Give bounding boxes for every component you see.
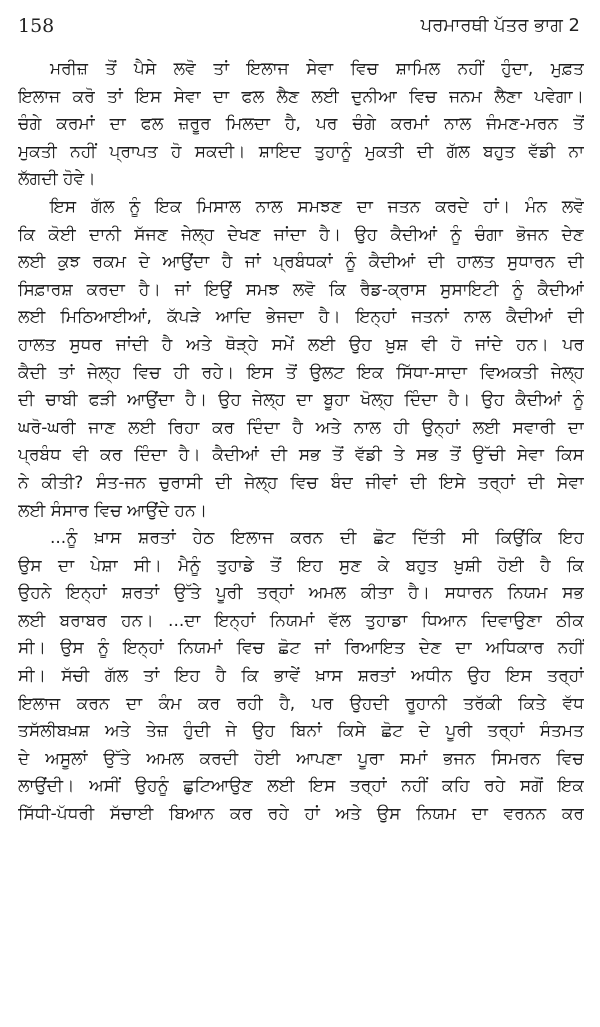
text-line: ਮੁਕਤੀ ਨਹੀਂ ਪ੍ਰਾਪਤ ਹੋ ਸਕਦੀ। ਸ਼ਾਇਦ ਤੁਹਾਨੂੰ ਮੁਕਤੀ ਦੀ ਗੱਲ ਬਹੁਤ ਵੱਡੀ ਨਾ: [18, 141, 584, 162]
text-line: ਸੀ। ਸੱਚੀ ਗੱਲ ਤਾਂ ਇਹ ਹੈ ਕਿ ਭਾਵੇਂ ਖ਼ਾਸ ਸ਼ਰਤਾਂ ਅਧੀਨ ਉਹ ਇਸ ਤਰ੍ਹਾਂ: [18, 666, 584, 687]
text-line: ਲਾਉਂਦੀ। ਅਸੀਂ ਉਹਨੂੰ ਛੁਟਿਆਉਣ ਲਈ ਇਸ ਤਰ੍ਹਾਂ ਨਹੀਂ ਕਹਿ ਰਹੇ ਸਗੋਂ ਇਕ: [18, 776, 584, 797]
page-header: [18, 12, 580, 42]
page-number: 158: [18, 15, 55, 37]
text-line: ਸੀ। ਉਸ ਨੂੰ ਇਨ੍ਹਾਂ ਨਿਯਮਾਂ ਵਿਚ ਛੋਟ ਜਾਂ ਰਿਆਇਤ ਦੇਣ ਦਾ ਅਧਿਕਾਰ ਨਹੀਂ: [18, 638, 584, 659]
text-line: ਕਿ ਕੋਈ ਦਾਨੀ ਸੱਜਣ ਜੇਲ੍ਹ ਦੇਖਣ ਜਾਂਦਾ ਹੈ। ਉਹ ਕੈਦੀਆਂ ਨੂੰ ਚੰਗਾ ਭੋਜਨ ਦੇਣ: [18, 224, 584, 245]
text-line: ਨੇ ਕੀਤੀ? ਸੰਤ-ਜਨ ਚੁਰਾਸੀ ਦੀ ਜੇਲ੍ਹ ਵਿਚ ਬੰਦ ਜੀਵਾਂ ਦੀ ਇਸੇ ਤਰ੍ਹਾਂ ਦੀ ਸੇਵਾ: [18, 472, 584, 493]
text-line: ਦੀ ਚਾਬੀ ਫੜੀ ਆਉਂਦਾ ਹੈ। ਉਹ ਜੇਲ੍ਹ ਦਾ ਬੂਹਾ ਖੋਲ੍ਹ ਦਿੰਦਾ ਹੈ। ਉਹ ਕੈਦੀਆਂ ਨੂੰ: [18, 390, 584, 411]
text-line: ਇਸ ਗੱਲ ਨੂੰ ਇਕ ਮਿਸਾਲ ਨਾਲ ਸਮਝਣ ਦਾ ਜਤਨ ਕਰਦੇ ਹਾਂ। ਮੰਨ ਲਵੋ: [50, 196, 584, 217]
text-line: ਦੇ ਅਸੂਲਾਂ ਉੱਤੇ ਅਮਲ ਕਰਦੀ ਹੋਈ ਆਪਣਾ ਪੂਰਾ ਸਮਾਂ ਭਜਨ ਸਿਮਰਨ ਵਿਚ: [18, 748, 584, 769]
text-line: ਮਰੀਜ਼ ਤੋਂ ਪੈਸੇ ਲਵੋ ਤਾਂ ਇਲਾਜ ਸੇਵਾ ਵਿਚ ਸ਼ਾਮਿਲ ਨਹੀਂ ਹੁੰਦਾ, ਮੁਫ਼ਤ: [50, 59, 584, 79]
text-line: ਉਹਨੇ ਇਨ੍ਹਾਂ ਸ਼ਰਤਾਂ ਉੱਤੇ ਪੂਰੀ ਤਰ੍ਹਾਂ ਅਮਲ ਕੀਤਾ ਹੈ। ਸਧਾਰਨ ਨਿਯਮ ਸਭ: [18, 583, 584, 604]
running-title: ਪਰਮਾਰਥੀ ਪੱਤਰ ਭਾਗ 2: [420, 15, 580, 36]
text-line: ਤਸੱਲੀਬਖ਼ਸ਼ ਅਤੇ ਤੇਜ਼ ਹੁੰਦੀ ਜੇ ਉਹ ਬਿਨਾਂ ਕਿਸੇ ਛੋਟ ਦੇ ਪੂਰੀ ਤਰ੍ਹਾਂ ਸੰਤਮਤ: [18, 721, 584, 742]
text-line: ਲਈ ਕੁਝ ਰਕਮ ਦੇ ਆਉਂਦਾ ਹੈ ਜਾਂ ਪ੍ਰਬੰਧਕਾਂ ਨੂੰ ਕੈਦੀਆਂ ਦੀ ਹਾਲਤ ਸੁਧਾਰਨ ਦੀ: [18, 252, 584, 273]
text-line: ਸਿੱਧੀ-ਪੱਧਰੀ ਸੱਚਾਈ ਬਿਆਨ ਕਰ ਰਹੇ ਹਾਂ ਅਤੇ ਉਸ ਨਿਯਮ ਦਾ ਵਰਨਨ ਕਰ: [18, 804, 584, 825]
paragraph-3: [18, 525, 584, 829]
text-line: ਪ੍ਰਬੰਧ ਵੀ ਕਰ ਦਿੰਦਾ ਹੈ। ਕੈਦੀਆਂ ਦੀ ਸਭ ਤੋਂ ਵੱਡੀ ਤੇ ਸਭ ਤੋਂ ਉੱਚੀ ਸੇਵਾ ਕਿਸ: [18, 445, 584, 466]
text-line: ਲਈ ਮਿਠਿਆਈਆਂ, ਕੱਪੜੇ ਆਦਿ ਭੇਜਦਾ ਹੈ। ਇਨ੍ਹਾਂ ਜਤਨਾਂ ਨਾਲ ਕੈਦੀਆਂ ਦੀ: [18, 307, 584, 328]
text-line: ਲਈ ਸੰਸਾਰ ਵਿਚ ਆਉਂਦੇ ਹਨ।: [18, 500, 208, 521]
text-line: ਚੰਗੇ ਕਰਮਾਂ ਦਾ ਫਲ ਜ਼ਰੂਰ ਮਿਲਦਾ ਹੈ, ਪਰ ਚੰਗੇ ਕਰਮਾਂ ਨਾਲ ਜੰਮਣ-ਮਰਨ ਤੋਂ: [18, 114, 584, 135]
text-line: ...ਨੂੰ ਖ਼ਾਸ ਸ਼ਰਤਾਂ ਹੇਠ ਇਲਾਜ ਕਰਨ ਦੀ ਛੋਟ ਦਿੱਤੀ ਸੀ ਕਿਉਂਕਿ ਇਹ: [50, 528, 584, 549]
text-line: ਇਲਾਜ ਕਰੋ ਤਾਂ ਇਸ ਸੇਵਾ ਦਾ ਫਲ ਲੈਣ ਲਈ ਦੁਨੀਆ ਵਿਚ ਜਨਮ ਲੈਣਾ ਪਵੇਗਾ।: [18, 86, 584, 107]
paragraph-2: [18, 194, 584, 525]
paragraph-1: [18, 56, 584, 194]
text-line: ਲਈ ਬਰਾਬਰ ਹਨ। ...ਦਾ ਇਨ੍ਹਾਂ ਨਿਯਮਾਂ ਵੱਲ ਤੁਹਾਡਾ ਧਿਆਨ ਦਿਵਾਉਣਾ ਠੀਕ: [18, 610, 584, 631]
text-line: ਹਾਲਤ ਸੁਧਰ ਜਾਂਦੀ ਹੈ ਅਤੇ ਥੋੜ੍ਹੇ ਸਮੇਂ ਲਈ ਉਹ ਖ਼ੁਸ਼ ਵੀ ਹੋ ਜਾਂਦੇ ਹਨ। ਪਰ: [18, 334, 584, 355]
text-line: ਇਲਾਜ ਕਰਨ ਦਾ ਕੰਮ ਕਰ ਰਹੀ ਹੈ, ਪਰ ਉਹਦੀ ਰੂਹਾਨੀ ਤਰੱਕੀ ਕਿਤੇ ਵੱਧ: [18, 693, 584, 714]
text-line: ਉਸ ਦਾ ਪੇਸ਼ਾ ਸੀ। ਮੈਨੂੰ ਤੁਹਾਡੇ ਤੋਂ ਇਹ ਸੁਣ ਕੇ ਬਹੁਤ ਖ਼ੁਸ਼ੀ ਹੋਈ ਹੈ ਕਿ: [18, 555, 584, 576]
text-line: ਘਰੋ-ਘਰੀ ਜਾਣ ਲਈ ਰਿਹਾ ਕਰ ਦਿੰਦਾ ਹੈ ਅਤੇ ਨਾਲ ਹੀ ਉਨ੍ਹਾਂ ਲਈ ਸਵਾਰੀ ਦਾ: [18, 417, 584, 438]
text-line: ਕੈਦੀ ਤਾਂ ਜੇਲ੍ਹ ਵਿਚ ਹੀ ਰਹੇ। ਇਸ ਤੋਂ ਉਲਟ ਇਕ ਸਿੱਧਾ-ਸਾਦਾ ਵਿਅਕਤੀ ਜੇਲ੍ਹ: [18, 362, 584, 383]
body-text: [18, 56, 584, 829]
text-line: ਲੱਗਦੀ ਹੋਵੇ।: [18, 169, 96, 190]
text-line: ਸਿਫ਼ਾਰਸ਼ ਕਰਦਾ ਹੈ। ਜਾਂ ਇਉਂ ਸਮਝ ਲਵੋ ਕਿ ਰੈਡ-ਕ੍ਰਾਸ ਸੁਸਾਇਟੀ ਨੂੰ ਕੈਦੀਆਂ: [18, 279, 584, 300]
